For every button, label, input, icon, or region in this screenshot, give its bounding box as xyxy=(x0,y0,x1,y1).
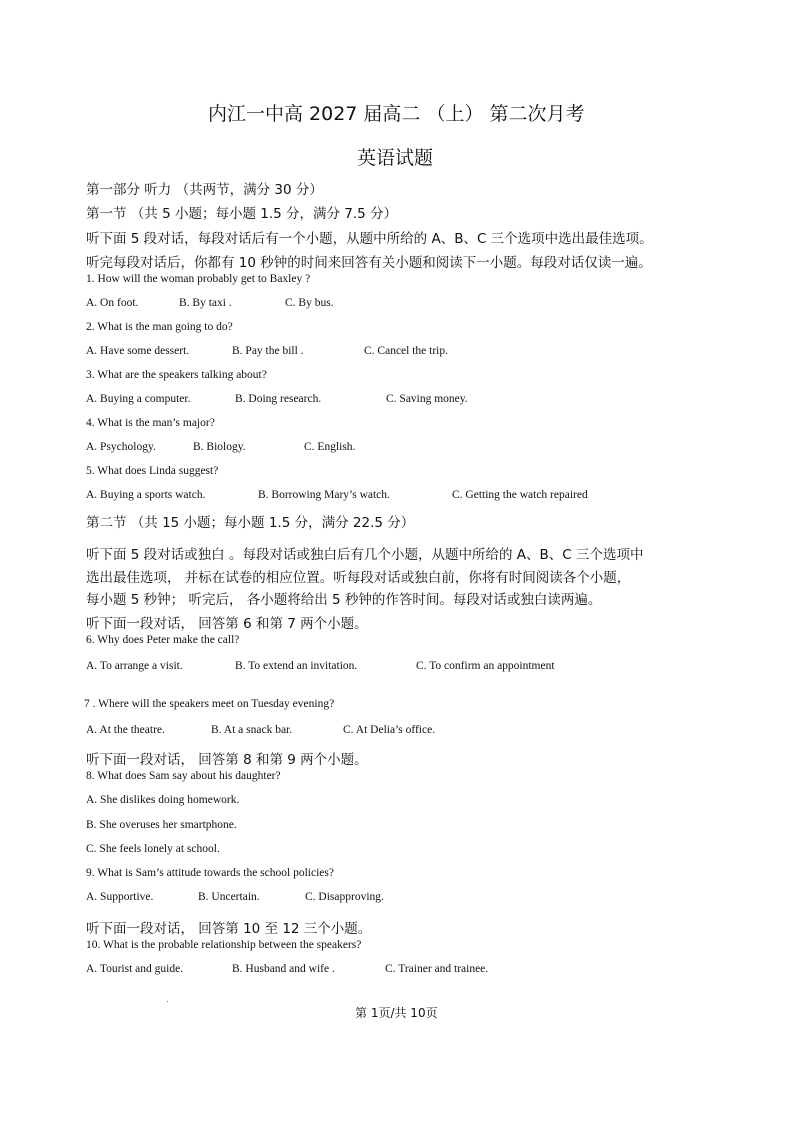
question-10-option-b: B. Husband and wife . xyxy=(232,963,335,975)
section1-instruction-2: 听完每段对话后，你都有 10 秒钟的时间来回答有关小题和阅读下一小题。每段对话仅读一遍。 xyxy=(86,255,652,271)
question-9-option-c: C. Disapproving. xyxy=(305,891,384,903)
stray-mark xyxy=(167,1001,168,1002)
question-5-option-a: A. Buying a sports watch. xyxy=(86,489,206,501)
section2-instruction-1: 听下面 5 段对话或独白 。每段对话或独白后有几个小题，从题中所给的 A、B、C 三个选项中 xyxy=(86,547,644,563)
question-3-option-b: B. Doing research. xyxy=(235,393,322,405)
question-5-option-b: B. Borrowing Mary’s watch. xyxy=(258,489,390,501)
question-6-option-c: C. To confirm an appointment xyxy=(416,660,555,672)
question-2-stem: 2. What is the man going to do? xyxy=(86,321,233,333)
section2-instruction-2: 选出最佳选项， 并标在试卷的相应位置。听每段对话或独白前，你将有时间阅读各个小题， xyxy=(86,570,631,586)
dialogue-lead-10-12: 听下面一段对话， 回答第 10 至 12 三个小题。 xyxy=(86,921,372,937)
question-10-stem: 10. What is the probable relationship between the speakers? xyxy=(86,939,362,951)
section2-heading: 第二节 （共 15 小题；每小题 1.5 分，满分 22.5 分） xyxy=(86,515,415,531)
question-4-stem: 4. What is the man’s major? xyxy=(86,417,215,429)
question-3-stem: 3. What are the speakers talking about? xyxy=(86,369,267,381)
question-8-stem: 8. What does Sam say about his daughter? xyxy=(86,770,281,782)
section1-instruction-1: 听下面 5 段对话，每段对话后有一个小题，从题中所给的 A、B、C 三个选项中选出最佳选项。 xyxy=(86,231,653,247)
question-4-option-b: B. Biology. xyxy=(193,441,246,453)
question-4-option-c: C. English. xyxy=(304,441,356,453)
question-10-option-c: C. Trainer and trainee. xyxy=(385,963,489,975)
exam-title: 内江一中高 2027 届高二 （上） 第二次月考 xyxy=(208,103,585,125)
dialogue-lead-8-9: 听下面一段对话， 回答第 8 和第 9 两个小题。 xyxy=(86,752,368,768)
question-9-option-b: B. Uncertain. xyxy=(198,891,260,903)
question-1-option-b: B. By taxi . xyxy=(179,297,232,309)
dialogue-lead-6-7: 听下面一段对话， 回答第 6 和第 7 两个小题。 xyxy=(86,616,368,632)
question-3-option-a: A. Buying a computer. xyxy=(86,393,191,405)
section2-instruction-3: 每小题 5 秒钟； 听完后， 各小题将给出 5 秒钟的作答时间。每段对话或独白读两遍。 xyxy=(86,592,602,608)
question-5-option-c: C. Getting the watch repaired xyxy=(452,489,588,501)
question-7-stem: 7 . Where will the speakers meet on Tuesday evening? xyxy=(84,698,335,710)
question-1-stem: 1. How will the woman probably get to Baxley ? xyxy=(86,273,311,285)
question-1-option-c: C. By bus. xyxy=(285,297,334,309)
question-2-option-c: C. Cancel the trip. xyxy=(364,345,448,357)
question-5-stem: 5. What does Linda suggest? xyxy=(86,465,219,477)
question-6-option-b: B. To extend an invitation. xyxy=(235,660,358,672)
question-8-option-a: A. She dislikes doing homework. xyxy=(86,794,240,806)
question-6-stem: 6. Why does Peter make the call? xyxy=(86,634,240,646)
page-number: 第 1页/共 10页 xyxy=(355,1006,438,1020)
question-7-option-a: A. At the theatre. xyxy=(86,724,165,736)
question-8-option-b: B. She overuses her smartphone. xyxy=(86,819,237,831)
exam-subtitle: 英语试题 xyxy=(357,147,434,169)
question-9-stem: 9. What is Sam’s attitude towards the school policies? xyxy=(86,867,334,879)
question-9-option-a: A. Supportive. xyxy=(86,891,154,903)
question-4-option-a: A. Psychology. xyxy=(86,441,156,453)
question-7-option-b: B. At a snack bar. xyxy=(211,724,293,736)
section1-heading: 第一节 （共 5 小题；每小题 1.5 分，满分 7.5 分） xyxy=(86,206,398,222)
question-7-option-c: C. At Delia’s office. xyxy=(343,724,436,736)
question-3-option-c: C. Saving money. xyxy=(386,393,468,405)
question-10-option-a: A. Tourist and guide. xyxy=(86,963,184,975)
part1-heading: 第一部分 听力 （共两节，满分 30 分） xyxy=(86,182,323,198)
question-6-option-a: A. To arrange a visit. xyxy=(86,660,183,672)
question-1-option-a: A. On foot. xyxy=(86,297,139,309)
question-2-option-a: A. Have some dessert. xyxy=(86,345,190,357)
question-2-option-b: B. Pay the bill . xyxy=(232,345,304,357)
question-8-option-c: C. She feels lonely at school. xyxy=(86,843,220,855)
